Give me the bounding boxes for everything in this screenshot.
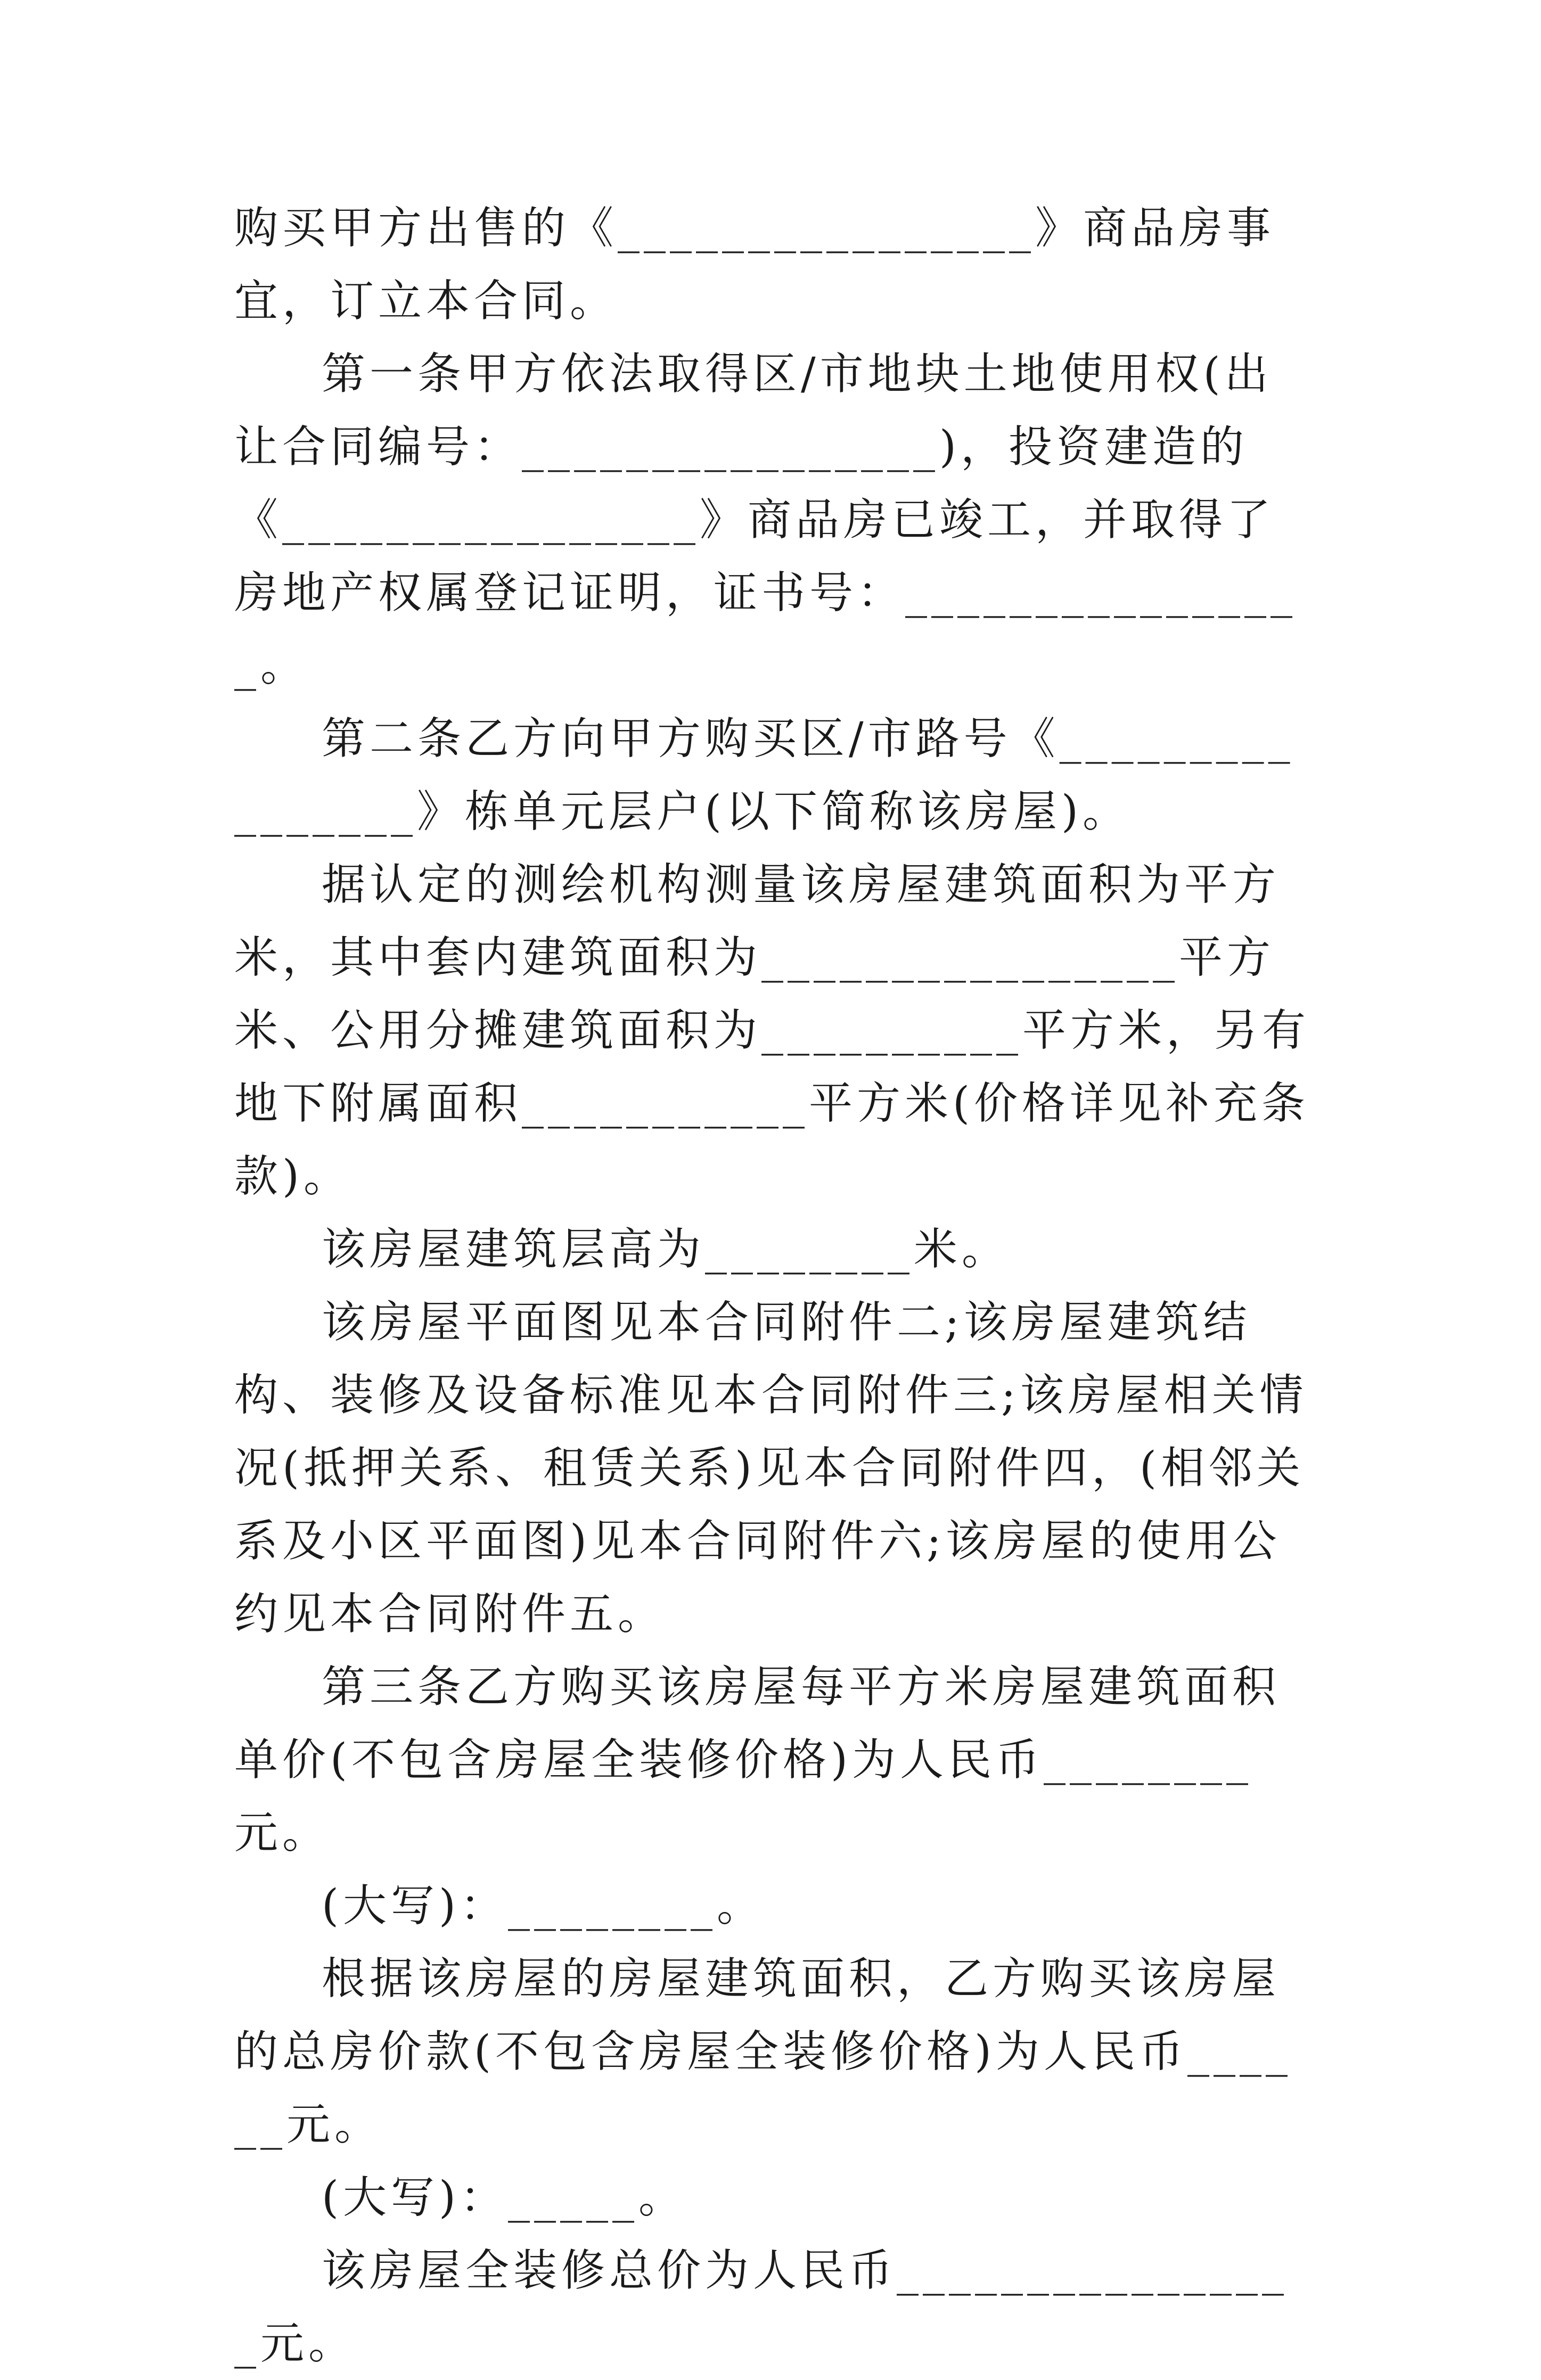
paragraph-area-measurement: 据认定的测绘机构测量该房屋建筑面积为平方米，其中套内建筑面积为________________平方米、公用分摊建筑面积为__________平方米，另有地下附属面积___________平方米(价格详见补充条款)。 (234, 859, 1310, 1202)
paragraph-article-2: 第二条乙方向甲方购买区/市路号《________________》栋单元层户(以下简称该房屋)。 (234, 713, 1294, 837)
paragraph-intro-continuation: 购买甲方出售的《________________》商品房事宜，订立本合同。 (234, 203, 1275, 326)
paragraph-unit-price-uppercase: (大写)：________。 (322, 1881, 765, 1931)
paragraph-floor-height: 该房屋建筑层高为________米。 (322, 1224, 1010, 1275)
paragraph-total-price-uppercase: (大写)：_____。 (322, 2172, 686, 2223)
paragraph-attachments: 该房屋平面图见本合同附件二;该房屋建筑结构、装修及设备标准见本合同附件三;该房屋相关情况(抵押关系、租赁关系)见本合同附件四，(相邻关系及小区平面图)见本合同附件六;该房屋的使用公约见本合同附件五。 (234, 1297, 1308, 1639)
contract-text (234, 192, 1310, 2380)
paragraph-article-3-unit-price: 第三条乙方购买该房屋每平方米房屋建筑面积单价(不包含房屋全装修价格)为人民币________元。 (234, 1662, 1281, 1858)
paragraph-article-1: 第一条甲方依法取得区/市地块土地使用权(出让合同编号：________________)，投资建造的《________________》商品房已竣工，并取得了房地产权属登记证明，证书号：________________。 (234, 349, 1297, 691)
paragraph-renovation-price: 该房屋全装修总价为人民币________________元。 (234, 2245, 1289, 2369)
paragraph-total-price: 根据该房屋的房屋建筑面积，乙方购买该房屋的总房价款(不包含房屋全装修价格)为人民币______元。 (234, 1954, 1292, 2150)
